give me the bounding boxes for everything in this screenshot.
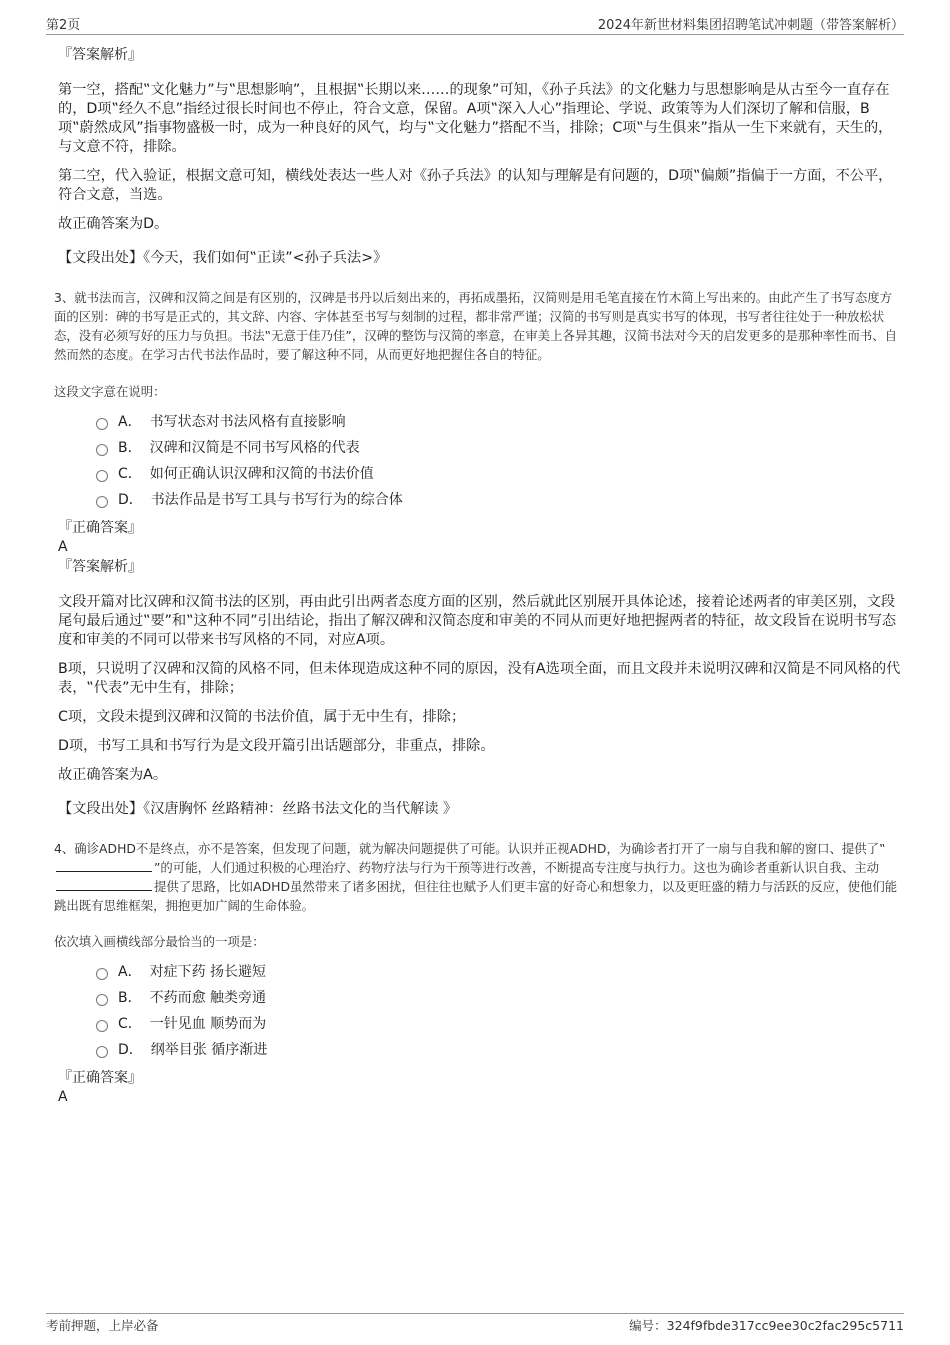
q4-option-d[interactable]: D． 纲举目张 循序渐进: [96, 1037, 904, 1063]
document-title: 2024年新世材料集团招聘笔试冲刺题（带答案解析）: [597, 18, 904, 33]
q4-prompt: 依次填入画横线部分最恰当的一项是：: [54, 934, 265, 949]
q2-analysis-label: 『答案解析』: [58, 47, 142, 63]
q3-source: 【文段出处】《汉唐胸怀 丝路精神：丝路书法文化的当代解读 》: [58, 801, 458, 817]
fill-blank-1: [56, 859, 152, 872]
radio-icon[interactable]: [96, 994, 108, 1006]
radio-icon[interactable]: [96, 1046, 108, 1058]
q3-correct-label: 『正确答案』: [58, 520, 142, 536]
q4-option-a[interactable]: A． 对症下药 扬长避短: [96, 959, 904, 985]
q3-analysis-conclusion: 故正确答案为A。: [58, 767, 168, 783]
page-number: 第2页: [46, 18, 81, 33]
q3-option-c[interactable]: C． 如何正确认识汉碑和汉简的书法价值: [96, 461, 904, 487]
q2-source: 【文段出处】《今天，我们如何‟正读”<孙子兵法>》: [58, 250, 388, 266]
q3-analysis-p2: B项，只说明了汉碑和汉简的风格不同，但未体现造成这种不同的原因，没有A选项全面，而且文段并未说明汉碑和汉简是不同风格的代表，‟代表”无中生有，排除；: [58, 661, 901, 696]
document-body: [46, 44, 904, 1106]
q3-analysis-p1: 文段开篇对比汉碑和汉简书法的区别，再由此引出两者态度方面的区别，然后就此区别展开具体论述，接着论述两者的审美区别，文段尾句最后通过‟要”和‟这种不同”引出结论，指出了解汉碑和汉简态度和审美的不同从而更好地把握两者的特征，故文段旨在说明书写态度和审美的不同可以带来书写风格的不同，对应A项。: [58, 594, 897, 648]
q4-correct-label: 『正确答案』: [58, 1070, 142, 1086]
q3-analysis-p4: D项，书写工具和书写行为是文段开篇引出话题部分，非重点，排除。: [58, 738, 495, 754]
q2-analysis-p1: 第一空，搭配‟文化魅力”与‟思想影响”，且根据‟长期以来……的现象”可知，《孙子兵法》的文化魅力与思想影响是从古至今一直存在的，D项‟经久不息”指经过很长时间也不停止，符合文意，保留。A项‟深入人心”指理论、学说、政策等为人们深切了解和信服，B项‟蔚然成风”指事物盛极一时，成为一种良好的风气，均与‟文化魅力”搭配不当，排除；C项‟与生俱来”指从一生下来就有，天生的，与文意不符，排除。: [58, 82, 893, 155]
page-footer: [46, 1313, 904, 1336]
radio-icon[interactable]: [96, 470, 108, 482]
fill-blank-2: [56, 878, 152, 891]
q4-option-c[interactable]: C． 一针见血 顺势而为: [96, 1011, 904, 1037]
q2-analysis-conclusion: 故正确答案为D。: [58, 216, 169, 232]
q3-analysis-p3: C项，文段未提到汉碑和汉简的书法价值，属于无中生有，排除；: [58, 709, 466, 725]
radio-icon[interactable]: [96, 496, 108, 508]
q3-correct-answer: A: [58, 539, 68, 555]
q3-option-d[interactable]: D． 书法作品是书写工具与书写行为的综合体: [96, 487, 904, 513]
radio-icon[interactable]: [96, 444, 108, 456]
q3-prompt: 这段文字意在说明：: [54, 384, 166, 399]
radio-icon[interactable]: [96, 1020, 108, 1032]
q2-analysis-p2: 第二空，代入验证，根据文意可知，横线处表达一些人对《孙子兵法》的认知与理解是有问题的，D项‟偏颇”指偏于一方面，不公平，符合文意，当选。: [58, 168, 893, 203]
q3-stem: 3、就书法而言，汉碑和汉简之间是有区别的，汉碑是书丹以后刻出来的，再拓成墨拓，汉简则是用毛笔直接在竹木简上写出来的。由此产生了书写态度方面的区别：碑的书写是正式的，其文辞、内容、字体甚至书写与刻制的过程，都非常严谨；汉简的书写则是真实书写的体现，书写者往往处于一种放松状态，没有必须写好的压力与负担。书法‟无意于佳乃佳”，汉碑的整饬与汉简的率意，在审美上各异其趣，汉简书法对今天的启发更多的是那种率性而书、自然而然的态度。在学习古代书法作品时，要了解这种不同，从而更好地把握住各自的特征。: [54, 290, 898, 362]
q3-option-a[interactable]: A． 书写状态对书法风格有直接影响: [96, 409, 904, 435]
q4-correct-answer: A: [58, 1089, 68, 1105]
q3-option-b[interactable]: B． 汉碑和汉简是不同书写风格的代表: [96, 435, 904, 461]
radio-icon[interactable]: [96, 418, 108, 430]
page-header: [46, 14, 904, 35]
q4-options: [96, 959, 904, 1063]
footer-slogan: 考前押题，上岸必备: [46, 1318, 159, 1333]
q3-options: [96, 409, 904, 513]
document-id: 编号：324f9fbde317cc9ee30c2fac295c5711: [629, 1318, 904, 1333]
radio-icon[interactable]: [96, 968, 108, 980]
q4-option-b[interactable]: B． 不药而愈 触类旁通: [96, 985, 904, 1011]
q3-analysis-label: 『答案解析』: [58, 559, 142, 575]
q4-stem: 4、确诊ADHD不是终点，亦不是答案，但发现了问题，就为解决问题提供了可能。认识并正视ADHD，为确诊者打开了一扇与自我和解的窗口、提供了‟”的可能，人们通过积极的心理治疗、药物疗法与行为干预等进行改善，不断提高专注度与执行力。这也为确诊者重新认识自我、主动提供了思路，比如ADHD虽然带来了诸多困扰，但往往也赋予人们更丰富的好奇心和想象力，以及更旺盛的精力与活跃的反应，使他们能跳出既有思维框架，拥抱更加广阔的生命体验。: [54, 841, 898, 913]
